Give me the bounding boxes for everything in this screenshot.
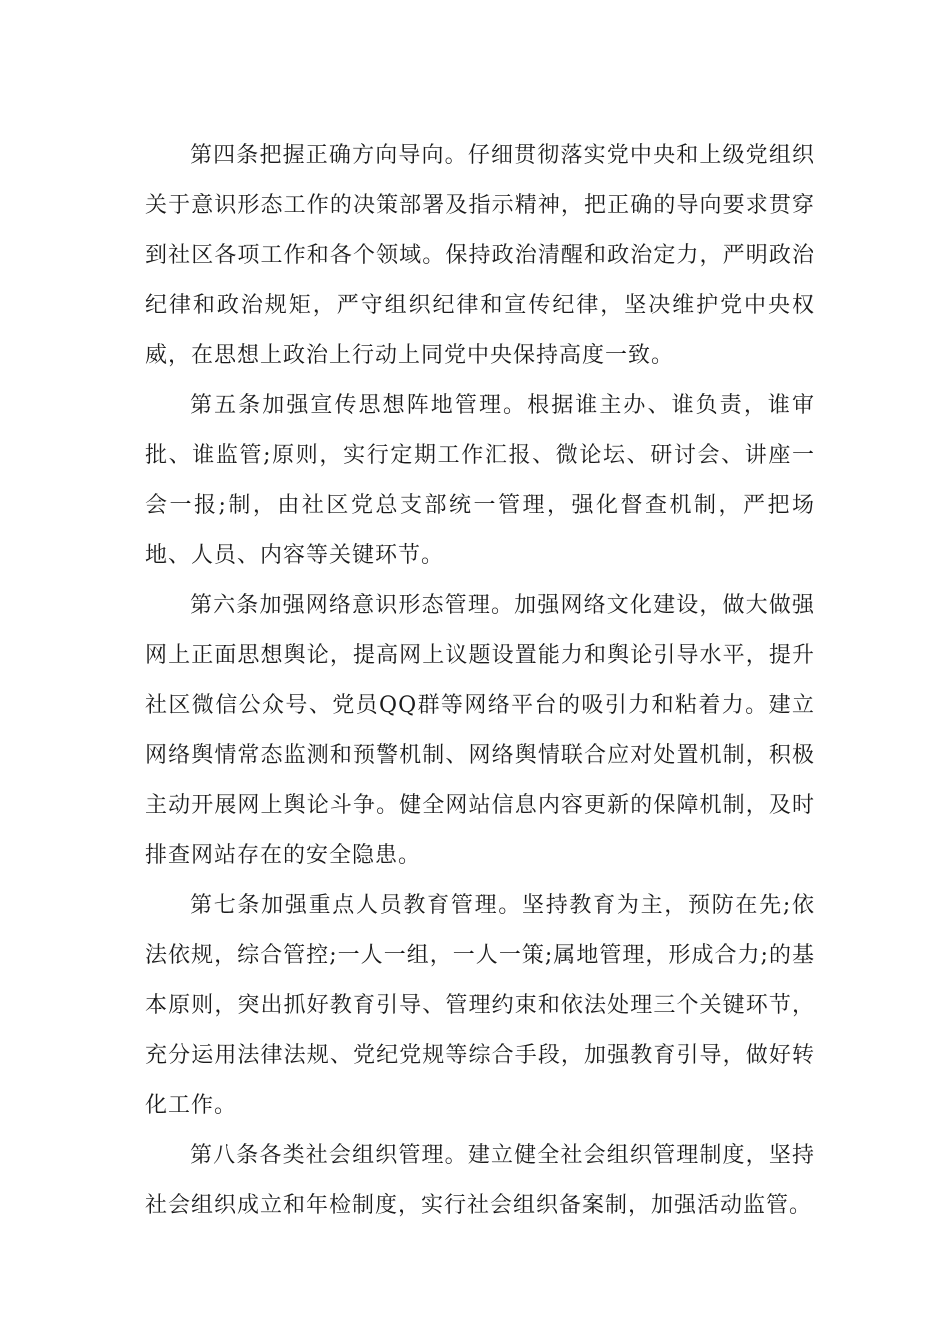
article-5-paragraph: 第五条加强宣传思想阵地管理。根据谁主办、谁负责，谁审批、谁监管;原则，实行定期工作汇报、微论坛、研讨会、讲座一会一报;制，由社区党总支部统一管理，强化督查机制，严把场地、人员、内容等关键环节。 xyxy=(145,393,815,568)
article-7-paragraph: 第七条加强重点人员教育管理。坚持教育为主，预防在先;依法依规，综合管控;一人一组，一人一策;属地管理，形成合力;的基本原则，突出抓好教育引导、管理约束和依法处理三个关键环节，充分运用法律法规、党纪党规等综合手段，加强教育引导，做好转化工作。 xyxy=(145,893,815,1118)
article-6-paragraph: 第六条加强网络意识形态管理。加强网络文化建设，做大做强网上正面思想舆论，提高网上议题设置能力和舆论引导水平，提升社区微信公众号、党员QQ群等网络平台的吸引力和粘着力。建立网络舆情常态监测和预警机制、网络舆情联合应对处置机制，积极主动开展网上舆论斗争。健全网站信息内容更新的保障机制，及时排查网站存在的安全隐患。 xyxy=(145,593,815,868)
article-4-paragraph: 第四条把握正确方向导向。仔细贯彻落实党中央和上级党组织关于意识形态工作的决策部署及指示精神，把正确的导向要求贯穿到社区各项工作和各个领域。保持政治清醒和政治定力，严明政治纪律和政治规矩，严守组织纪律和宣传纪律，坚决维护党中央权威，在思想上政治上行动上同党中央保持高度一致。 xyxy=(145,143,815,368)
document-body xyxy=(145,131,815,1231)
article-8-paragraph: 第八条各类社会组织管理。建立健全社会组织管理制度，坚持社会组织成立和年检制度，实行社会组织备案制，加强活动监管。 xyxy=(145,1143,815,1218)
